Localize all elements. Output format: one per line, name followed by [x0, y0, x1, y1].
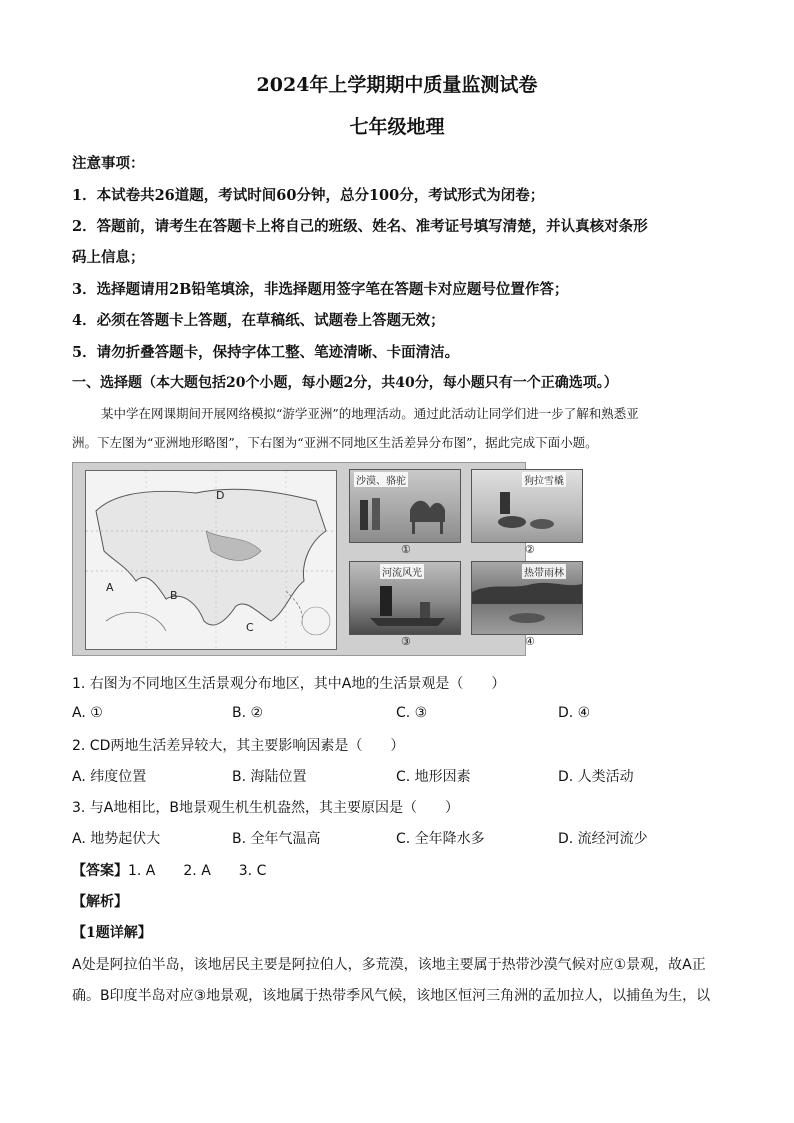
question-stem: 2. CD两地生活差异较大，其主要影响因素是（ ）: [72, 738, 405, 754]
map-label-d: D: [216, 489, 225, 502]
notice-heading: 注意事项：: [72, 155, 145, 172]
notice-item: 5．请勿折叠答题卡，保持字体工整、笔迹清晰、卡面清洁。: [72, 344, 460, 361]
question-option: C. 地形因素: [396, 769, 471, 785]
photo-river-scenery: 河流风光: [349, 561, 461, 635]
notice-item: 2．答题前，请考生在答题卡上将自己的班级、姓名、准考证号填写清楚，并认真核对条形: [72, 218, 648, 235]
asia-figure: [72, 462, 564, 656]
photo-desert-camel: 沙漠、骆驼: [349, 469, 461, 543]
question-option: D. 人类活动: [558, 769, 634, 785]
section-heading: 一、选择题（本大题包括20个小题，每小题2分，共40分，每小题只有一个正确选项。）: [72, 375, 618, 391]
question-option: B. ②: [232, 705, 264, 721]
analysis-text: A处是阿拉伯半岛，该地居民主要是阿拉伯人，多荒漠，该地主要属于热带沙漠气候对应①景观，故A正: [72, 957, 706, 973]
answer-row: [72, 860, 266, 880]
photo-number: ①: [401, 543, 411, 556]
asia-terrain-map: [85, 470, 337, 650]
analysis-text: 确。B印度半岛对应③地景观，该地属于热带季风气候，该地区恒河三角洲的孟加拉人，以捕鱼为生，以: [72, 988, 711, 1004]
dog-sled-icon: [472, 470, 582, 542]
answer-values: 1. A 2. A 3. C: [128, 863, 267, 879]
question-option: C. ③: [396, 705, 428, 721]
exam-subtitle: 七年级地理: [349, 116, 445, 138]
rainforest-icon: [472, 562, 582, 634]
map-label-b: B: [170, 589, 178, 602]
asia-map-drawing: [86, 471, 336, 649]
section-intro: 某中学在网课期间开展网络模拟“游学亚洲”的地理活动。通过此活动让同学们进一步了解和熟悉亚: [101, 406, 639, 421]
analysis-label: 【解析】: [72, 894, 128, 910]
question-option: B. 全年气温高: [232, 831, 321, 847]
answer-label: 【答案】: [72, 863, 128, 879]
question-option: D. 流经河流少: [558, 831, 648, 847]
question-option: C. 全年降水多: [396, 831, 485, 847]
photo-number: ②: [525, 543, 535, 556]
camel-icon: [350, 470, 460, 542]
exam-title: 2024年上学期期中质量监测试卷: [256, 74, 538, 96]
map-label-c: C: [246, 621, 254, 634]
notice-item: 4．必须在答题卡上答题，在草稿纸、试题卷上答题无效；: [72, 312, 445, 329]
question-option: B. 海陆位置: [232, 769, 307, 785]
notice-item: 1．本试卷共26道题，考试时间60分钟，总分100分，考试形式为闭卷；: [72, 187, 545, 204]
question-option: A. 纬度位置: [72, 769, 147, 785]
photo-rainforest: 热带雨林: [471, 561, 583, 635]
photo-number: ④: [525, 635, 535, 648]
map-label-a: A: [106, 581, 114, 594]
question-option: A. 地势起伏大: [72, 831, 161, 847]
notice-item: 码上信息；: [72, 249, 145, 266]
analysis-detail-label: 【1题详解】: [72, 925, 152, 941]
section-intro: 洲。下左图为“亚洲地形略图”，下右图为“亚洲不同地区生活差异分布图”，据此完成下面小题。: [72, 435, 598, 450]
notice-item: 3．选择题请用2B铅笔填涂，非选择题用签字笔在答题卡对应题号位置作答；: [72, 281, 569, 298]
question-stem: 1. 右图为不同地区生活景观分布地区，其中A地的生活景观是（ ）: [72, 676, 506, 692]
question-option: A. ①: [72, 705, 103, 721]
river-boat-icon: [350, 562, 460, 634]
question-option: D. ④: [558, 705, 591, 721]
photo-dog-sled: 狗拉雪橇: [471, 469, 583, 543]
photo-number: ③: [401, 635, 411, 648]
question-stem: 3. 与A地相比，B地景观生机生机盎然，其主要原因是（ ）: [72, 800, 459, 816]
